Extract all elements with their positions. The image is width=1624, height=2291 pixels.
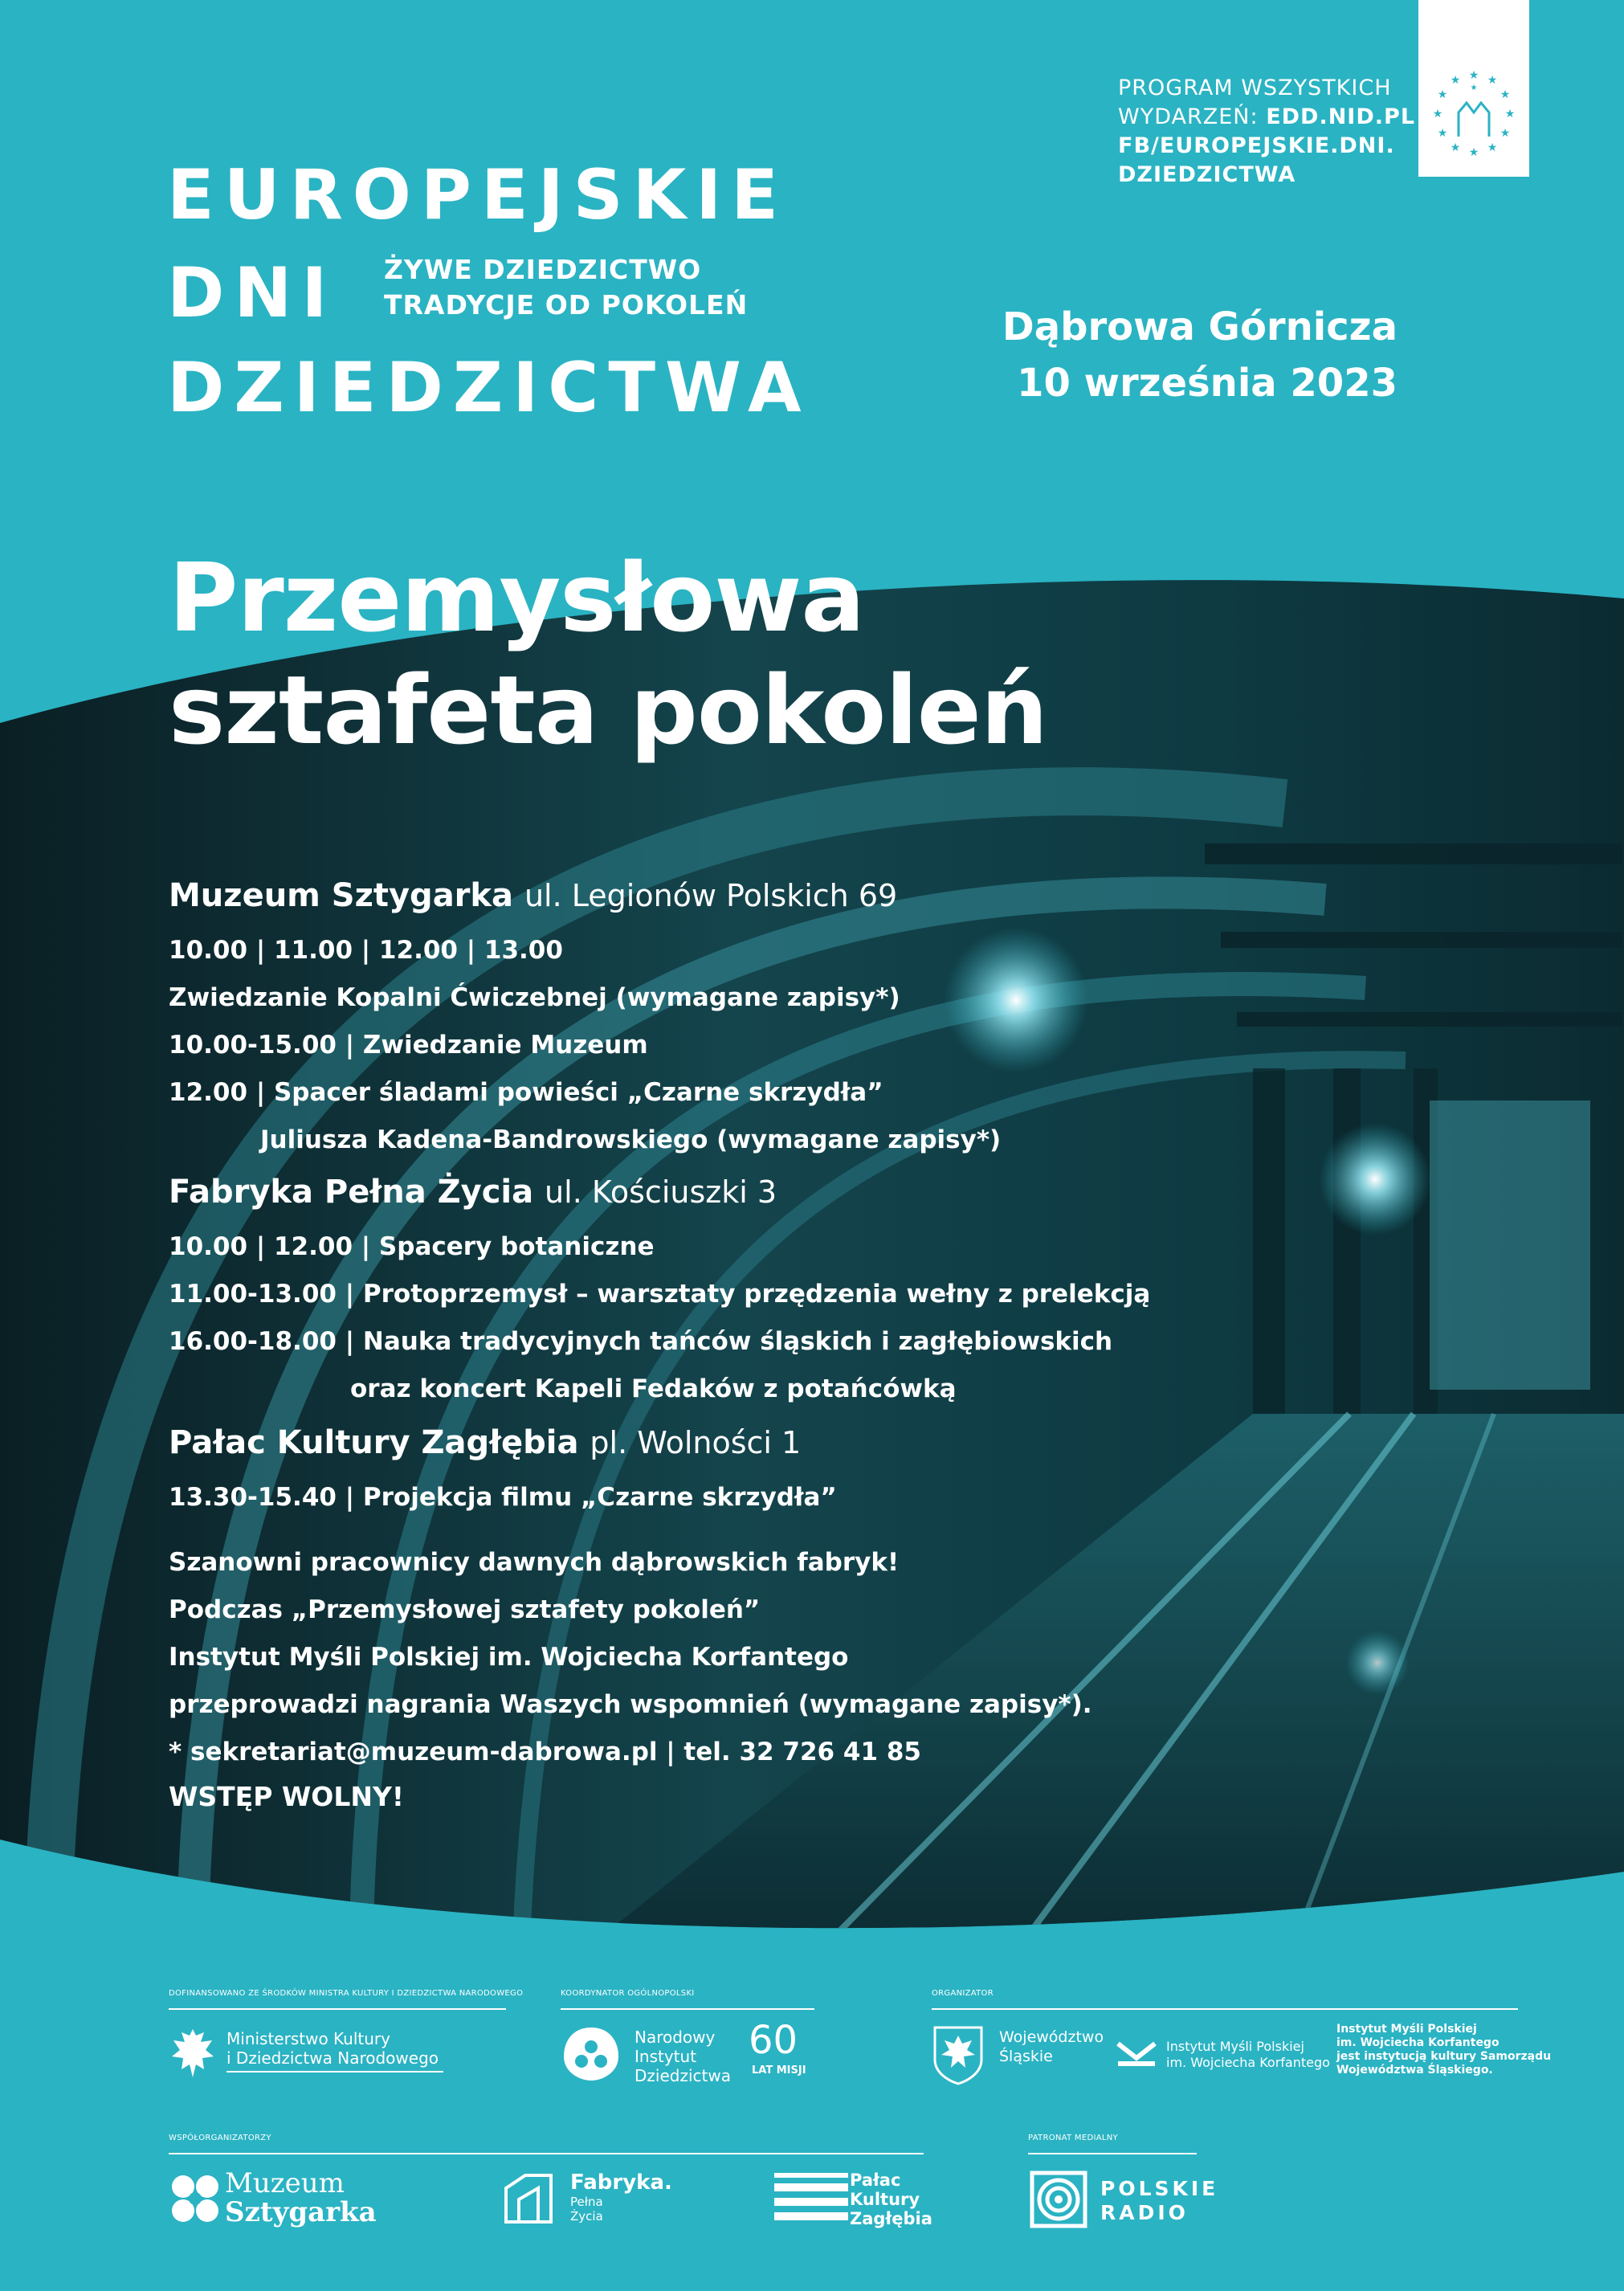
venue-name: Pałac Kultury Zagłębia bbox=[169, 1424, 579, 1461]
coordinator-caption: KOORDYNATOR OGÓLNOPOLSKI bbox=[561, 1989, 695, 1998]
sztygarka-name bbox=[225, 2169, 377, 2227]
sztygarka-line-2: Sztygarka bbox=[225, 2196, 377, 2228]
program-line: 11.00-13.00 | Protoprzemysł – warsztaty przędzenia wełny z prelekcją bbox=[169, 1280, 1151, 1309]
program-line: 10.00-15.00 | Zwiedzanie Muzeum bbox=[169, 1031, 648, 1060]
venue-heading-sztygarka bbox=[169, 877, 1373, 927]
eu-stars-icon bbox=[1418, 0, 1529, 177]
svg-text:★: ★ bbox=[1487, 141, 1498, 154]
logo-line-europejskie: EUROPEJSKIE bbox=[167, 155, 789, 235]
coorganizers-caption: WSPÓŁORGANIZATORZY bbox=[169, 2134, 271, 2142]
palac-line-3: Zagłębia bbox=[850, 2209, 932, 2228]
program-line: 16.00-18.00 | Nauka tradycyjnych tańców śląskich i zagłębiowskich bbox=[169, 1327, 1113, 1356]
program-line: 10.00 | 11.00 | 12.00 | 13.00 bbox=[169, 936, 563, 965]
sztygarka-logo-icon bbox=[169, 2172, 222, 2225]
svg-text:★: ★ bbox=[1500, 88, 1511, 101]
program-label-2: WYDARZEŃ: bbox=[1118, 104, 1259, 129]
svg-text:★: ★ bbox=[1468, 69, 1479, 82]
program-line: Juliusza Kadena-Bandrowskiego (wymagane zapisy*) bbox=[260, 1125, 1002, 1154]
nid-line-1: Narodowy bbox=[635, 2028, 716, 2047]
imp-note-line: Instytut Myśli Polskiej bbox=[1336, 2023, 1477, 2036]
woj-line-1: Województwo bbox=[999, 2028, 1104, 2046]
venue-address: pl. Wolności 1 bbox=[590, 1425, 802, 1460]
divider bbox=[169, 2153, 924, 2154]
funded-caption: DOFINANSOWANO ZE ŚRODKÓW MINISTRA KULTURY I DZIEDZICTWA NARODOWEGO bbox=[169, 1989, 524, 1998]
program-line: 13.30-15.40 | Projekcja filmu „Czarne skrzydła” bbox=[169, 1483, 837, 1512]
polskie-radio-logo-icon bbox=[1030, 2171, 1087, 2228]
imp-logo-icon bbox=[1116, 2040, 1157, 2068]
program-line: 12.00 | Spacer śladami powieści „Czarne skrzydła” bbox=[169, 1078, 883, 1107]
headline bbox=[169, 541, 1047, 766]
imp-note-line: Województwa Śląskiego. bbox=[1336, 2064, 1493, 2077]
ministry-underline bbox=[226, 2071, 443, 2073]
fabryka-line-1: Fabryka. bbox=[570, 2171, 672, 2195]
palac-name bbox=[850, 2171, 932, 2228]
nid-name bbox=[635, 2028, 731, 2085]
nid-line-2: Instytut bbox=[635, 2047, 697, 2066]
eagle-emblem-icon bbox=[169, 2024, 217, 2082]
sztygarka-line-1: Muzeum bbox=[225, 2167, 345, 2199]
free-entry: WSTĘP WOLNY! bbox=[169, 1781, 404, 1812]
notice-line: Szanowni pracownicy dawnych dąbrowskich fabryk! bbox=[169, 1548, 900, 1577]
program-url-fb[interactable]: FB/EUROPEJSKIE.DNI. bbox=[1118, 133, 1395, 158]
radio-line-1: POLSKIE bbox=[1100, 2177, 1219, 2200]
edd-emblem bbox=[1418, 0, 1529, 177]
fabryka-line-3: Życia bbox=[570, 2209, 603, 2224]
notice-line: Podczas „Przemysłowej sztafety pokoleń” bbox=[169, 1595, 761, 1624]
program-list bbox=[169, 877, 1373, 1812]
svg-text:★: ★ bbox=[1450, 74, 1461, 87]
venue-address: ul. Kościuszki 3 bbox=[545, 1174, 777, 1210]
event-location-date bbox=[883, 299, 1398, 411]
divider bbox=[932, 2008, 1518, 2010]
imp-note-line: jest instytucją kultury Samorządu bbox=[1336, 2050, 1552, 2063]
venue-name: Muzeum Sztygarka bbox=[169, 877, 514, 914]
svg-text:★: ★ bbox=[1437, 127, 1448, 140]
nid-logo-icon bbox=[562, 2024, 620, 2082]
fabryka-line-2: Pełna bbox=[570, 2195, 603, 2209]
event-city: Dąbrowa Górnicza bbox=[1002, 304, 1398, 349]
notice-line: Instytut Myśli Polskiej im. Wojciecha Korfantego bbox=[169, 1643, 849, 1672]
program-label-1: PROGRAM WSZYSTKICH bbox=[1118, 76, 1392, 100]
svg-text:★: ★ bbox=[1437, 88, 1448, 101]
program-line: 10.00 | 12.00 | Spacery botaniczne bbox=[169, 1232, 655, 1261]
divider bbox=[561, 2008, 814, 2010]
palac-logo-icon bbox=[771, 2172, 851, 2225]
imp-note-line: im. Wojciecha Korfantego bbox=[1336, 2036, 1500, 2049]
ministry-line-2: i Dziedzictwa Narodowego bbox=[226, 2048, 439, 2068]
svg-text:★: ★ bbox=[1500, 127, 1511, 140]
divider bbox=[1028, 2153, 1197, 2154]
ministry-name bbox=[226, 2029, 443, 2073]
tagline bbox=[384, 252, 748, 323]
logo-line-dziedzictwa: DZIEDZICTWA bbox=[167, 348, 811, 428]
divider bbox=[169, 2008, 506, 2010]
media-caption: PATRONAT MEDIALNY bbox=[1028, 2134, 1118, 2142]
nid-60: 60 bbox=[749, 2018, 798, 2063]
event-date: 10 września 2023 bbox=[1017, 361, 1398, 406]
tagline-line-2: TRADYCJE OD POKOLEŃ bbox=[384, 289, 749, 321]
tagline-line-1: ŻYWE DZIEDZICTWO bbox=[384, 254, 702, 285]
program-line: Zwiedzanie Kopalni Ćwiczebnej (wymagane zapisy*) bbox=[169, 983, 900, 1012]
program-url-fb-2: DZIEDZICTWA bbox=[1118, 162, 1296, 187]
palac-line-2: Kultury bbox=[850, 2190, 920, 2209]
notice-line: przeprowadzi nagrania Waszych wspomnień (wymagane zapisy*). bbox=[169, 1690, 1092, 1719]
woj-name bbox=[999, 2028, 1104, 2066]
silesia-crest-icon bbox=[932, 2024, 985, 2085]
palac-line-1: Pałac bbox=[850, 2171, 901, 2190]
nid-60-sub: LAT MISJI bbox=[752, 2064, 806, 2077]
logo-line-dni: DNI bbox=[167, 253, 337, 333]
program-line: oraz koncert Kapeli Fedaków z potańcówką bbox=[350, 1374, 957, 1403]
svg-text:★: ★ bbox=[1487, 74, 1498, 87]
svg-text:★: ★ bbox=[1432, 108, 1443, 120]
imp-line-2: im. Wojciecha Korfantego bbox=[1166, 2055, 1330, 2070]
imp-line-1: Instytut Myśli Polskiej bbox=[1166, 2039, 1304, 2054]
radio-line-2: RADIO bbox=[1100, 2201, 1189, 2224]
polskie-radio-name bbox=[1100, 2177, 1218, 2225]
headline-line-2: sztafeta pokoleń bbox=[169, 655, 1047, 766]
notice-block bbox=[169, 1539, 1373, 1812]
venue-name: Fabryka Pełna Życia bbox=[169, 1174, 534, 1211]
program-info bbox=[1118, 74, 1415, 190]
headline-line-1: Przemysłowa bbox=[169, 542, 864, 653]
imp-name bbox=[1166, 2039, 1330, 2071]
venue-heading-palac bbox=[169, 1424, 1373, 1474]
svg-text:★: ★ bbox=[1468, 146, 1479, 159]
venue-heading-fabryka bbox=[169, 1174, 1373, 1223]
fabryka-logo-icon bbox=[503, 2172, 554, 2225]
svg-text:★: ★ bbox=[1504, 108, 1516, 120]
svg-text:★: ★ bbox=[1450, 141, 1461, 154]
svg-text:★: ★ bbox=[1470, 84, 1478, 92]
nid-line-3: Dziedzictwa bbox=[635, 2066, 731, 2085]
organizer-caption: ORGANIZATOR bbox=[932, 1989, 994, 1998]
ministry-line-1: Ministerstwo Kultury bbox=[226, 2029, 390, 2048]
imp-note bbox=[1336, 2023, 1551, 2077]
fabryka-name bbox=[570, 2171, 672, 2224]
woj-line-2: Śląskie bbox=[999, 2048, 1053, 2065]
contact-line[interactable]: * sekretariat@muzeum-dabrowa.pl | tel. 32 726 41 85 bbox=[169, 1738, 921, 1766]
program-url-edd[interactable]: EDD.NID.PL bbox=[1266, 104, 1416, 129]
venue-address: ul. Legionów Polskich 69 bbox=[524, 878, 898, 913]
